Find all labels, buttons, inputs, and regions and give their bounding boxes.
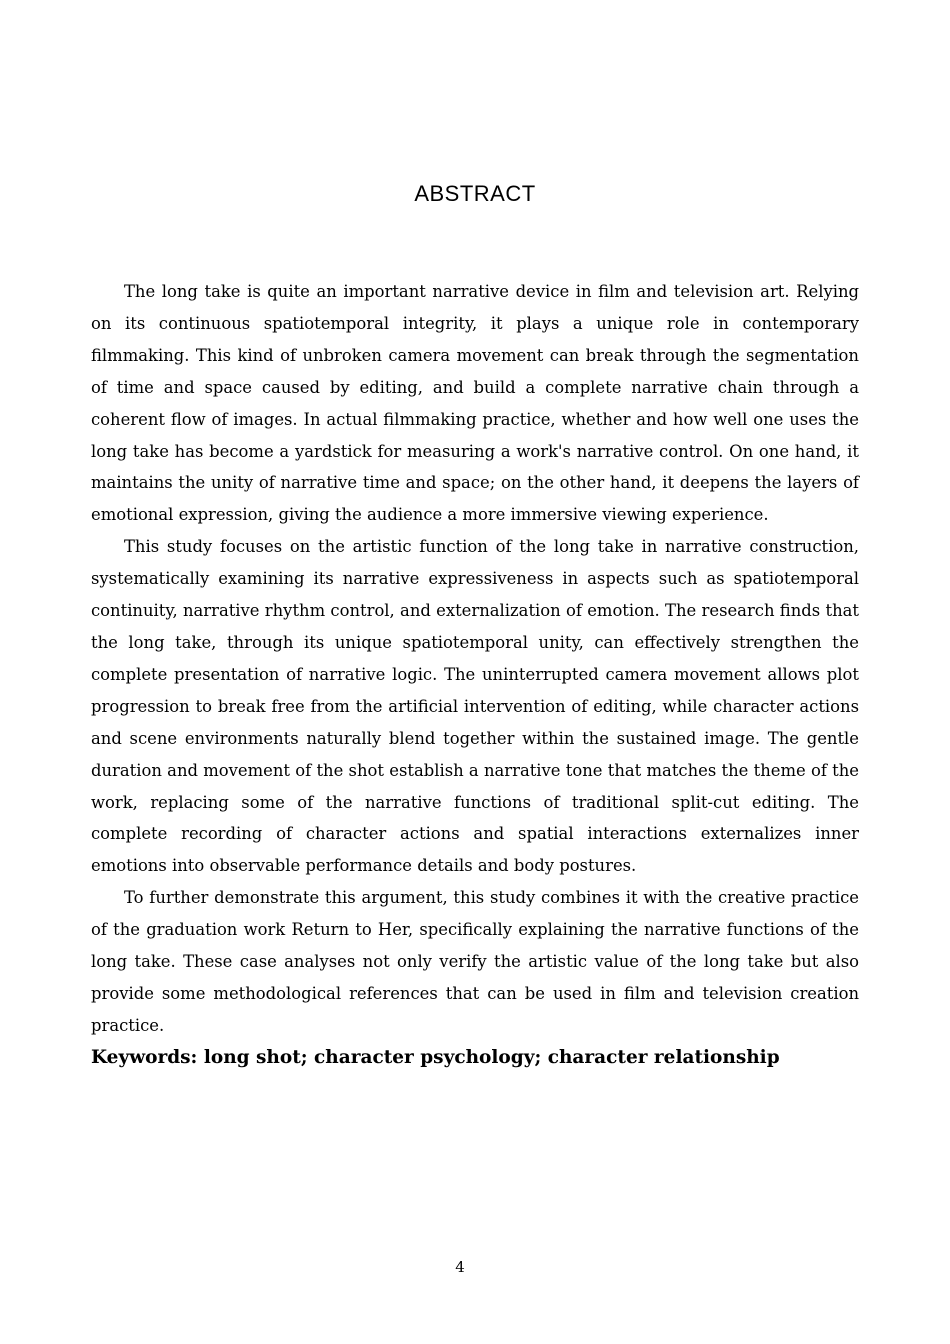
- abstract-body: [91, 276, 859, 1074]
- keywords-line: Keywords: long shot; character psychology; character relationship: [91, 1046, 780, 1068]
- abstract-title: ABSTRACT: [414, 181, 536, 206]
- abstract-paragraph-1: The long take is quite an important narrative device in film and television art. Relying on its continuous spatiotemporal integrity, it plays a unique role in contemporary filmmaking. This kind of unbroken camera movement can break through the segmentation of time and space caused by editing, and build a complete narrative chain through a coherent flow of images. In actual filmmaking practice, whether and how well one uses the long take has become a yardstick for measuring a work's narrative control. On one hand, it maintains the unity of narrative time and space; on the other hand, it deepens the layers of emotional expression, giving the audience a more immersive viewing experience.: [91, 282, 859, 525]
- abstract-paragraph-2: This study focuses on the artistic function of the long take in narrative construction, systematically examining its narrative expressiveness in aspects such as spatiotemporal continuity, narrative rhythm control, and externalization of emotion. The research finds that the long take, through its unique spatiotemporal unity, can effectively strengthen the complete presentation of narrative logic. The uninterrupted camera movement allows plot progression to break free from the artificial intervention of editing, while character actions and scene environments naturally blend together within the sustained image. The gentle duration and movement of the shot establish a narrative tone that matches the theme of the work, replacing some of the narrative functions of traditional split-cut editing. The complete recording of character actions and spatial interactions externalizes inner emotions into observable performance details and body postures.: [91, 537, 859, 876]
- page-number: 4: [455, 1258, 465, 1276]
- abstract-paragraph-3: To further demonstrate this argument, this study combines it with the creative practice of the graduation work Return to Her, specifically explaining the narrative functions of the long take. These case analyses not only verify the artistic value of the long take but also provide some methodological references that can be used in film and television creation practice.: [91, 888, 859, 1035]
